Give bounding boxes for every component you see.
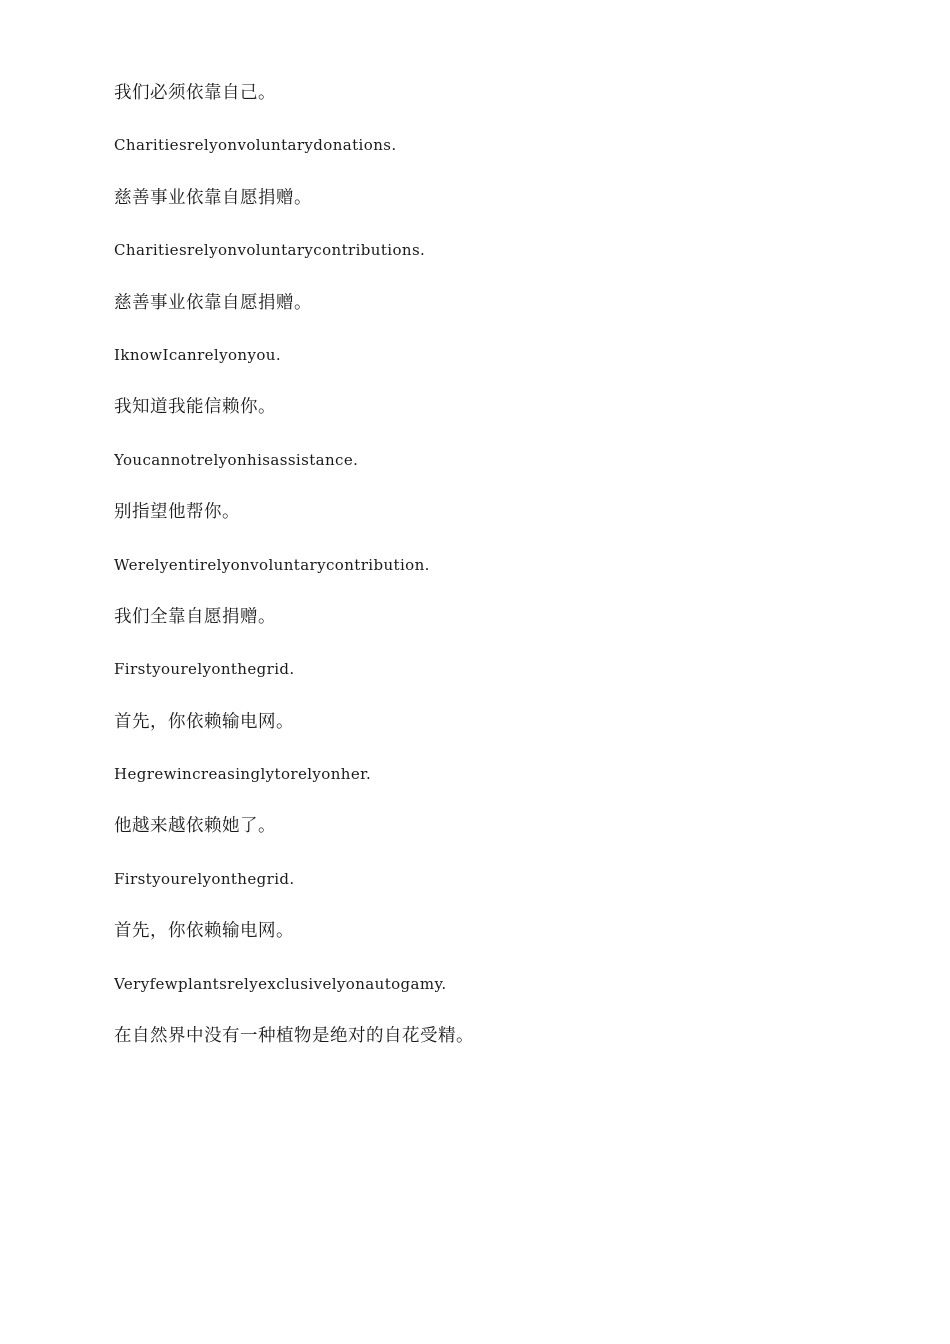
text-line-english: Charitiesrelyonvoluntarycontributions. [114, 241, 426, 260]
text-line-english: Youcannotrelyonhisassistance. [114, 450, 359, 469]
text-line-english: Charitiesrelyonvoluntarydonations. [114, 136, 397, 155]
text-line-english: Firstyourelyonthegrid. [114, 869, 295, 888]
text-line-chinese: 在自然界中没有一种植物是绝对的自花受精。 [114, 1026, 474, 1047]
text-line-english: Hegrewincreasinglytorelyonher. [114, 765, 372, 784]
text-line-chinese: 首先，你依赖输电网。 [114, 711, 294, 732]
text-line-chinese: 我知道我能信赖你。 [114, 397, 276, 418]
text-line-chinese: 慈善事业依靠自愿捐赠。 [114, 187, 312, 208]
text-line-english: Firstyourelyonthegrid. [114, 660, 295, 679]
text-line-chinese: 他越来越依赖她了。 [114, 816, 276, 837]
text-line-chinese: 慈善事业依靠自愿捐赠。 [114, 292, 312, 313]
text-line-chinese: 我们必须依靠自己。 [114, 83, 276, 103]
text-line-english: IknowIcanrelyonyou. [114, 345, 282, 364]
document-body [114, 80, 874, 1075]
text-line-chinese: 首先，你依赖输电网。 [114, 921, 294, 942]
text-line-english: Veryfewplantsrelyexclusivelyonautogamy. [114, 974, 447, 993]
text-line-chinese: 别指望他帮你。 [114, 502, 240, 523]
text-line-chinese: 我们全靠自愿捐赠。 [114, 606, 276, 627]
text-line-english: Werelyentirelyonvoluntarycontribution. [114, 555, 430, 574]
